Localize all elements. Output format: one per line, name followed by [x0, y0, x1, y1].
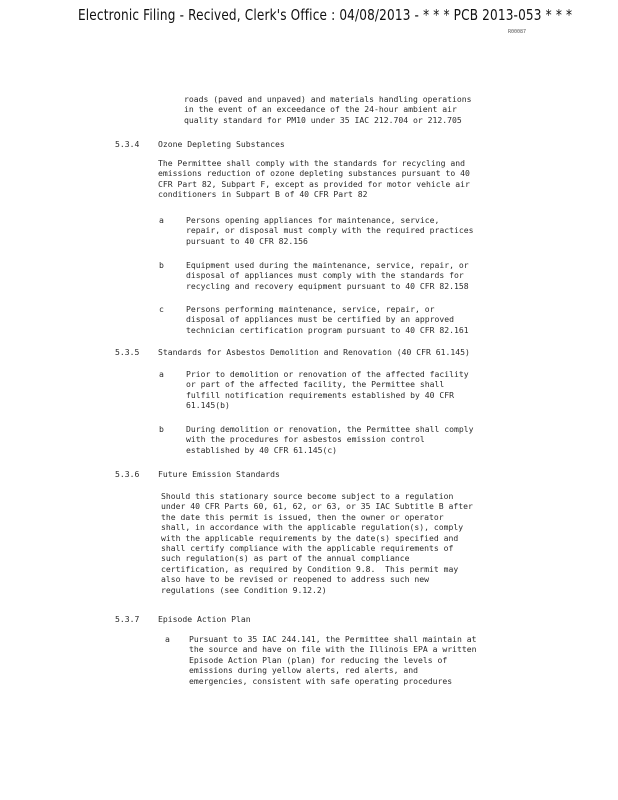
section-5-3-7-item-a: Pursuant to 35 IAC 244.141, the Permittee shall maintain at the source and have on file with the Illinois EPA a written Episode Action Plan (plan) for reducing the levels of emissions during yellow alerts, red alerts, and emergencies, consistent with safe operating procedures	[189, 634, 477, 686]
section-5-3-5-title: Standards for Asbestos Demolition and Renovation (40 CFR 61.145)	[158, 347, 470, 357]
section-5-3-7-number: 5.3.7	[115, 614, 140, 624]
intro-paragraph: roads (paved and unpaved) and materials handling operations in the event of an exceedance of the 24-hour ambient air quality standard for PM10 under 35 IAC 212.704 or 212.705	[184, 94, 472, 125]
section-5-3-6-number: 5.3.6	[115, 469, 140, 479]
section-5-3-7-title: Episode Action Plan	[158, 614, 251, 624]
item-letter: c	[159, 304, 164, 314]
page-number: R00087	[508, 29, 527, 35]
section-5-3-4-title: Ozone Depleting Substances	[158, 139, 285, 149]
section-5-3-6-body: Should this stationary source become subject to a regulation under 40 CFR Parts 60, 61, 62, or 63, or 35 IAC Subtitle B after the date this permit is issued, then the owner or operator shall, in accordance with the applicable regulation(s), comply with the applicable requirements by the date(s) specified and shall certify compliance with the applicable requirements of such regulation(s) as part of the annual compliance certification, as required by Condition 9.8. This permit may also have to be revised or reopened to address such new regulations (see Condition 9.12.2)	[161, 491, 473, 595]
section-5-3-5-number: 5.3.5	[115, 347, 140, 357]
item-letter: a	[165, 634, 170, 644]
item-letter: a	[159, 369, 164, 379]
item-letter: b	[159, 260, 164, 270]
item-letter: b	[159, 424, 164, 434]
filing-stamp: Electronic Filing - Recived, Clerk's Office : 04/08/2013 - * * * PCB 2013-053 * * *	[78, 6, 573, 24]
section-5-3-4-body: The Permittee shall comply with the standards for recycling and emissions reduction of ozone depleting substances pursuant to 40 CFR Part 82, Subpart F, except as provided for motor vehicle air conditioners in Subpart B of 40 CFR Part 82	[158, 158, 470, 200]
section-5-3-5-item-a: Prior to demolition or renovation of the affected facility or part of the affected facility, the Permittee shall fulfill notification requirements established by 40 CFR 61.145(b)	[186, 369, 469, 411]
section-5-3-4-item-b: Equipment used during the maintenance, service, repair, or disposal of appliances must comply with the standards for recycling and recovery equipment pursuant to 40 CFR 82.158	[186, 260, 469, 291]
item-letter: a	[159, 215, 164, 225]
section-5-3-4-item-a: Persons opening appliances for maintenance, service, repair, or disposal must comply with the required practices pursuant to 40 CFR 82.156	[186, 215, 474, 246]
section-5-3-5-item-b: During demolition or renovation, the Permittee shall comply with the procedures for asbestos emission control established by 40 CFR 61.145(c)	[186, 424, 474, 455]
section-5-3-4-number: 5.3.4	[115, 139, 140, 149]
section-5-3-6-title: Future Emission Standards	[158, 469, 280, 479]
section-5-3-4-item-c: Persons performing maintenance, service, repair, or disposal of appliances must be certified by an approved technician certification program pursuant to 40 CFR 82.161	[186, 304, 469, 335]
